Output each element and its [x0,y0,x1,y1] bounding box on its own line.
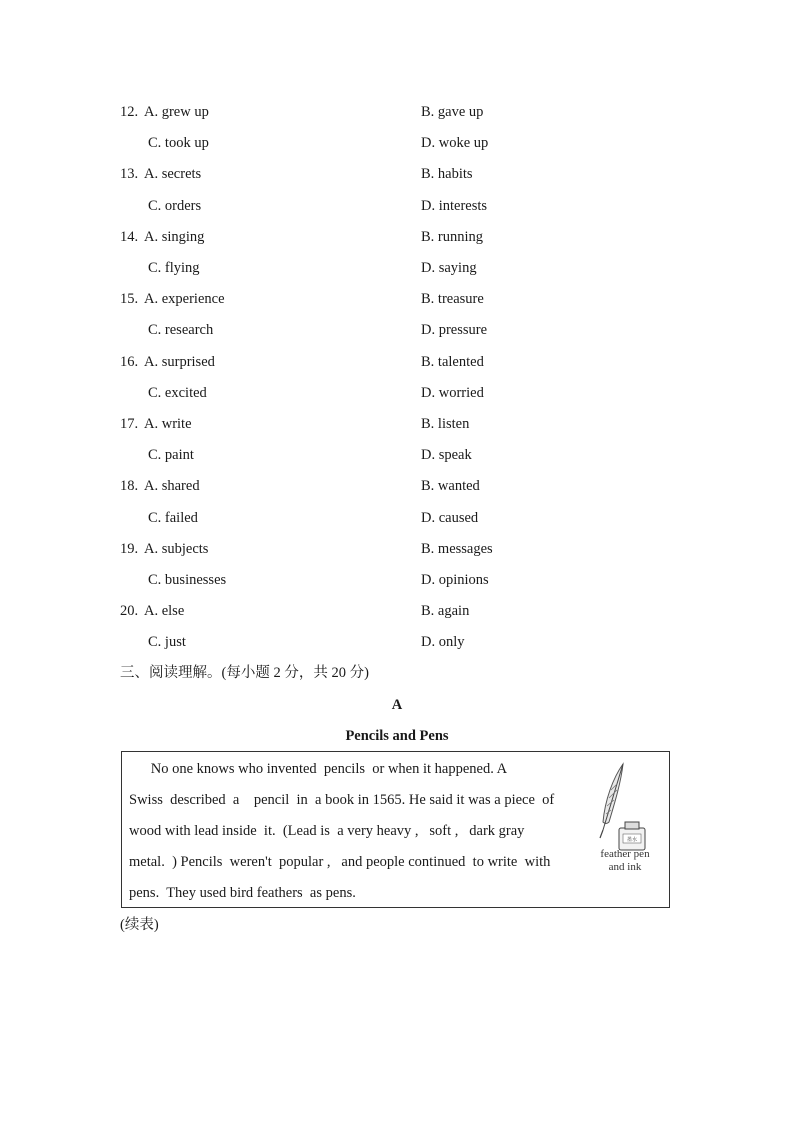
option-b: B. listen [421,416,470,432]
ink-bottle-label: 墨水 [626,837,638,843]
option-b: B. habits [421,166,473,183]
option-b: B. running [421,228,484,245]
option-c: C. excited [148,384,207,401]
option-c: C. just [148,634,186,651]
option-b: B. gave up [421,104,484,120]
passage-line: Swiss described a pencil in a book in 1565. He said it was a piece of [129,792,555,808]
option-b: B. talented [421,353,484,370]
question-row [0,227,794,247]
question-number: 20. [120,603,139,620]
question-row [0,476,794,496]
option-d: D. pressure [421,322,488,339]
option-d: D. only [421,634,465,651]
option-c: C. took up [148,135,209,152]
option-c: C. research [148,322,214,339]
option-b: B. wanted [421,478,480,495]
passage-line: pens. They used bird feathers as pens. [129,885,356,901]
passage-letter: A [391,697,403,713]
passage-line: No one knows who invented pencils or when it happened. A [129,761,508,777]
image-caption-line: feather pen [600,848,650,860]
question-row [0,539,794,559]
option-a: A. else [144,603,185,620]
question-row [0,414,794,434]
option-b: B. messages [421,540,493,557]
option-c: C. orders [148,197,202,214]
option-a: A. grew up [144,104,209,120]
option-d: D. caused [421,509,479,526]
option-d: D. interests [421,197,488,214]
question-row [0,320,794,340]
option-a: A. subjects [144,540,209,557]
question-row [0,133,794,153]
question-row [0,601,794,621]
question-row [0,102,794,122]
question-number: 14. [120,228,139,245]
option-b: B. again [421,603,470,620]
continued-label: (续表) [120,917,159,933]
image-caption-line: and ink [608,861,642,873]
question-number: 12. [120,104,139,120]
option-a: A. shared [144,478,200,495]
passage-title: Pencils and Pens [345,728,449,744]
question-row [0,196,794,216]
option-d: D. speak [421,447,472,464]
question-row [0,570,794,590]
option-a: A. singing [144,228,205,245]
option-d: D. woke up [421,135,489,152]
question-row [0,445,794,465]
option-c: C. failed [148,509,198,526]
question-row [0,258,794,278]
section-title: 三、阅读理解。(每小题 2 分，共 20 分) [120,665,369,681]
question-number: 15. [120,291,139,308]
option-d: D. saying [421,260,477,276]
question-number: 17. [120,416,139,432]
passage-line: metal. ) Pencils weren't popular , and people continued to write with [129,854,551,870]
option-c: C. flying [148,260,200,276]
option-d: D. worried [421,384,484,401]
option-c: C. businesses [148,572,227,588]
passage-line: wood with lead inside it. (Lead is a very heavy , soft , dark gray [129,823,525,839]
option-b: B. treasure [421,291,484,308]
question-row [0,383,794,403]
option-a: A. secrets [144,166,202,183]
passage-box [121,751,670,908]
question-row [0,508,794,528]
option-a: A. write [144,416,192,432]
question-row [0,352,794,372]
option-a: A. experience [144,291,225,308]
question-number: 16. [120,353,139,370]
image-caption [585,848,665,874]
option-a: A. surprised [144,353,215,370]
question-row [0,164,794,184]
option-c: C. paint [148,447,194,464]
question-number: 13. [120,166,139,183]
question-number: 18. [120,478,139,495]
question-row [0,289,794,309]
option-d: D. opinions [421,572,489,588]
question-row [0,632,794,652]
question-number: 19. [120,540,139,557]
